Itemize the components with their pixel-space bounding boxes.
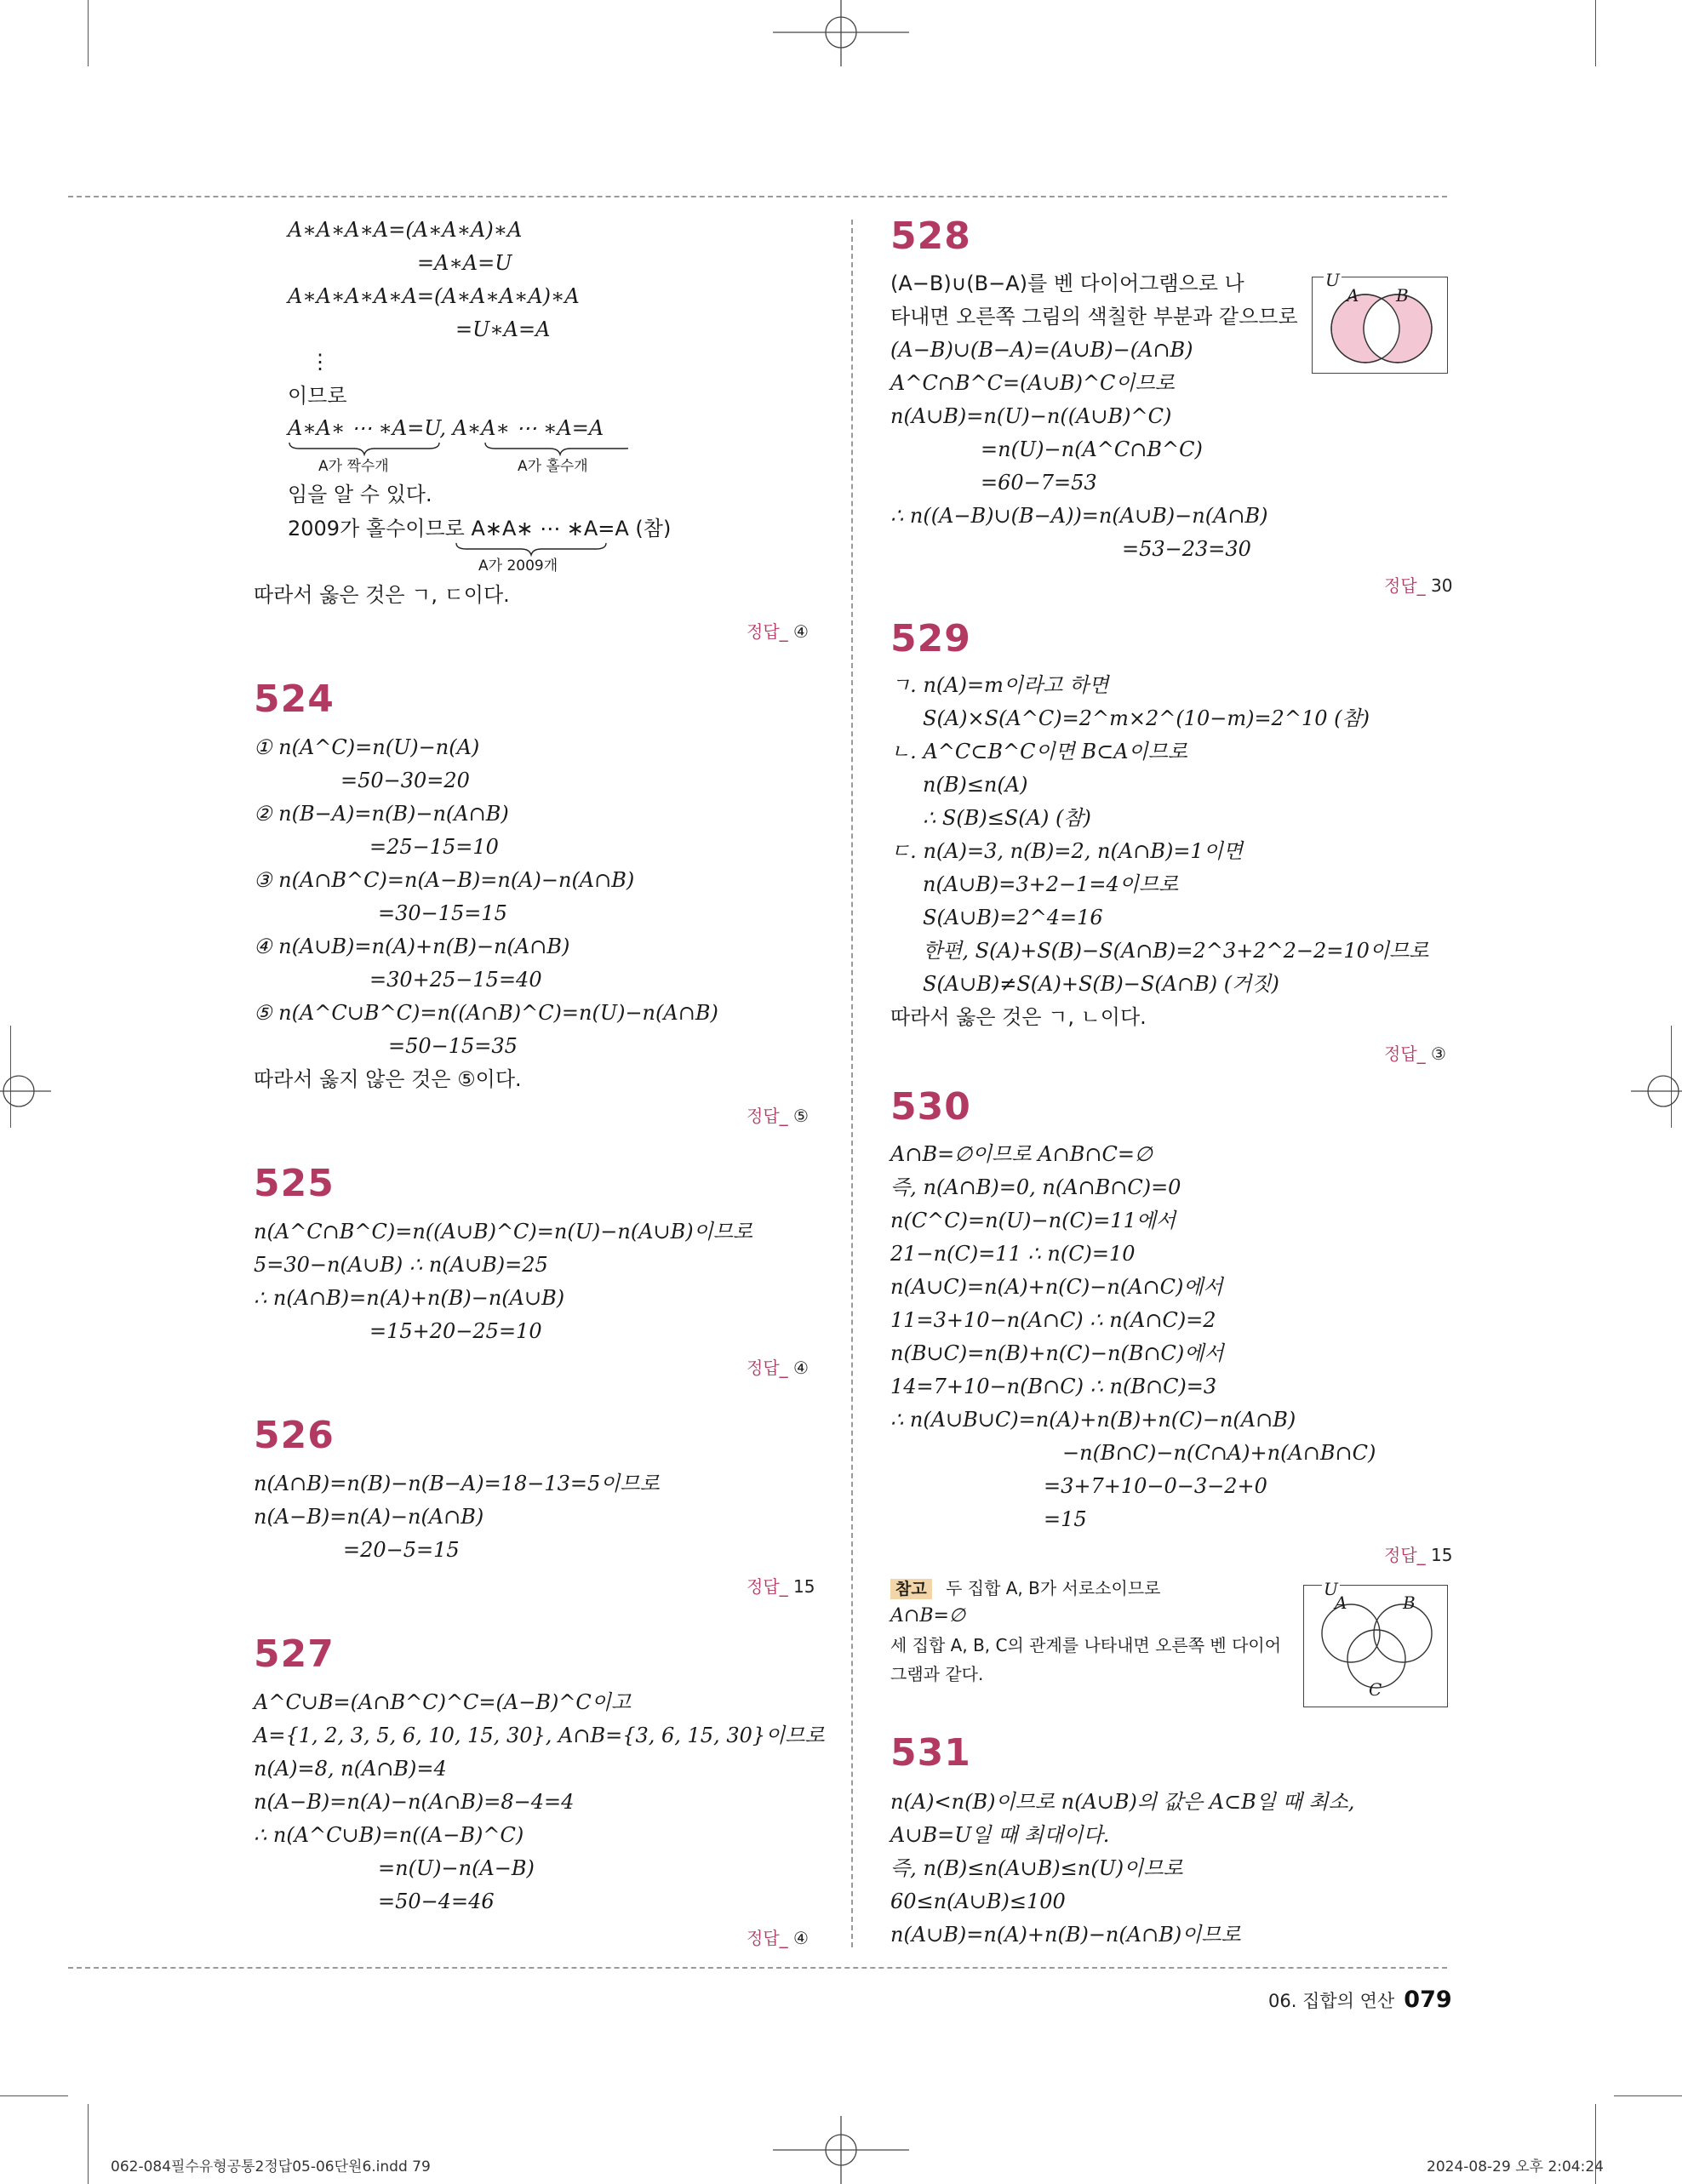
text-line: n(A∪C)=n(A)+n(C)−n(A∩C)에서 xyxy=(890,1275,1223,1299)
text-line: =n(U)−n(A^C∩B^C) xyxy=(981,437,1203,461)
text-line: ④ n(A∪B)=n(A)+n(B)−n(A∩B) xyxy=(254,935,570,958)
text-line: =50−15=35 xyxy=(388,1034,518,1058)
crop-mark xyxy=(1595,0,1596,66)
text-line: ∴ n(A^C∪B)=n((A−B)^C) xyxy=(254,1823,524,1847)
text-line: =30+25−15=40 xyxy=(369,968,542,992)
text-line: 한편, S(A)+S(B)−S(A∩B)=2^3+2^2−2=10이므로 xyxy=(923,939,1429,963)
text-line: A∗A∗A∗A=(A∗A∗A)∗A xyxy=(288,218,523,242)
text-line: n(B)≤n(A) xyxy=(923,773,1028,797)
page-number: 079 xyxy=(1404,1987,1452,2013)
text-line: A∩B=∅이므로 A∩B∩C=∅ xyxy=(890,1142,1153,1166)
answer: 정답_ ④ xyxy=(747,1358,809,1378)
text-line: =25−15=10 xyxy=(369,835,499,859)
text-line: 21−n(C)=11 ∴ n(C)=10 xyxy=(890,1242,1136,1266)
text-line: n(B∪C)=n(B)+n(C)−n(B∩C)에서 xyxy=(890,1341,1224,1365)
text-line: n(A∩B)=n(B)−n(B−A)=18−13=5이므로 xyxy=(254,1472,660,1495)
text-line: 5=30−n(A∪B) ∴ n(A∪B)=25 xyxy=(254,1253,548,1277)
text-line: A^C∪B=(A∩B^C)^C=(A−B)^C이고 xyxy=(254,1690,632,1714)
text-line: ② n(B−A)=n(B)−n(A∩B) xyxy=(254,802,509,826)
answer: 정답_ 30 xyxy=(1384,575,1453,596)
note-block xyxy=(890,1575,1160,1602)
text-line: A∪B=U일 때 최대이다. xyxy=(890,1823,1110,1847)
problem-number: 530 xyxy=(890,1085,971,1129)
answer: 정답_ ⑤ xyxy=(747,1106,809,1126)
venn-label-a: A xyxy=(1335,1592,1347,1613)
text-line: n(A∪B)=n(A)+n(B)−n(A∩B)이므로 xyxy=(890,1923,1241,1947)
text-line: A={1, 2, 3, 5, 6, 10, 15, 30}, A∩B={3, 6, 15, 30}이므로 xyxy=(254,1724,825,1747)
text-line: =n(U)−n(A−B) xyxy=(378,1856,535,1880)
text-line: 이므로 xyxy=(288,384,347,408)
answer: 정답_ 15 xyxy=(1384,1545,1453,1565)
problem-number: 529 xyxy=(890,617,971,660)
note-line: 그램과 같다. xyxy=(890,1664,984,1684)
page-footer xyxy=(1268,1987,1452,2013)
crop-mark xyxy=(88,2104,89,2184)
problem-number: 524 xyxy=(254,677,335,721)
text-line: n(A∪B)=n(U)−n((A∪B)^C) xyxy=(890,404,1172,428)
text-line: S(A)×S(A^C)=2^m×2^(10−m)=2^10 (참) xyxy=(923,706,1370,730)
print-file-info: 062-084필수유형공통2정답05-06단원6.indd 79 xyxy=(111,2158,431,2175)
print-timestamp: 2024-08-29 오후 2:04:24 xyxy=(1427,2158,1604,2175)
brace-label: A가 2009개 xyxy=(478,557,558,575)
answer: 정답_ ④ xyxy=(747,621,809,642)
text-line: =30−15=15 xyxy=(378,901,507,925)
text-line: A∗A∗ ⋯ ∗A=U, A∗A∗ ⋯ ∗A=A xyxy=(288,416,604,440)
text-line: =15 xyxy=(1044,1507,1087,1531)
problem-number: 527 xyxy=(254,1632,335,1676)
brace-label: A가 짝수개 xyxy=(318,458,389,475)
text-line: ⋮ xyxy=(310,350,330,374)
problem-number: 526 xyxy=(254,1414,335,1457)
venn-label-u: U xyxy=(1324,267,1342,293)
text-line: n(A)=8, n(A∩B)=4 xyxy=(254,1757,447,1781)
venn-label-b: B xyxy=(1403,1592,1416,1613)
crop-mark xyxy=(1614,2095,1682,2096)
note-tag: 참고 xyxy=(890,1579,932,1599)
registration-mark-top xyxy=(773,0,909,66)
text-line: ㄱ. n(A)=m이라고 하면 xyxy=(890,673,1109,697)
text-line: ㄷ. n(A)=3, n(B)=2, n(A∩B)=1이면 xyxy=(890,839,1244,863)
venn-label-a: A xyxy=(1347,285,1359,306)
text-line: n(A^C∩B^C)=n((A∪B)^C)=n(U)−n(A∪B)이므로 xyxy=(254,1220,753,1244)
text-line: 임을 알 수 있다. xyxy=(288,483,432,506)
text-line: 따라서 옳지 않은 것은 ⑤이다. xyxy=(254,1067,522,1091)
venn-label-b: B xyxy=(1396,285,1409,306)
problem-number: 525 xyxy=(254,1162,335,1205)
venn-label-c: C xyxy=(1369,1679,1382,1700)
text-line: 즉, n(A∩B)=0, n(A∩B∩C)=0 xyxy=(890,1175,1181,1199)
text-line: 따라서 옳은 것은 ㄱ, ㄴ이다. xyxy=(890,1005,1147,1029)
text-line: n(A−B)=n(A)−n(A∩B)=8−4=4 xyxy=(254,1790,575,1814)
text-line: 2009가 홀수이므로 A∗A∗ ⋯ ∗A=A (참) xyxy=(288,517,672,540)
registration-mark-right xyxy=(1631,1040,1682,1142)
text-line: ③ n(A∩B^C)=n(A−B)=n(A)−n(A∩B) xyxy=(254,868,635,892)
text-line: =50−30=20 xyxy=(340,769,470,792)
text-line: =53−23=30 xyxy=(1122,537,1251,561)
venn-label-u: U xyxy=(1322,1576,1340,1602)
bottom-dashed-rule xyxy=(68,1967,1447,1969)
text-line: =A∗A=U xyxy=(417,251,512,275)
text-line: 따라서 옳은 것은 ㄱ, ㄷ이다. xyxy=(254,583,510,607)
registration-mark-left xyxy=(0,1040,51,1142)
crop-mark xyxy=(0,2095,68,2096)
text-line: (A−B)∪(B−A)를 벤 다이어그램으로 나 xyxy=(890,272,1244,295)
text-line: n(A)<n(B)이므로 n(A∪B)의 값은 A⊂B일 때 최소, xyxy=(890,1790,1355,1814)
brace-label: A가 홀수개 xyxy=(518,458,588,475)
text-line: n(A−B)=n(A)−n(A∩B) xyxy=(254,1505,484,1529)
answer: 정답_ ③ xyxy=(1384,1043,1446,1064)
text-line: S(A∪B)=2^4=16 xyxy=(923,906,1103,929)
note-line: 두 집합 A, B가 서로소이므로 xyxy=(946,1578,1161,1598)
text-line: ∴ n((A−B)∪(B−A))=n(A∪B)−n(A∩B) xyxy=(890,504,1268,528)
text-line: =15+20−25=10 xyxy=(369,1319,542,1343)
text-line: A^C∩B^C=(A∪B)^C이므로 xyxy=(890,371,1175,395)
text-line: 14=7+10−n(B∩C) ∴ n(B∩C)=3 xyxy=(890,1375,1217,1398)
answer: 정답_ ④ xyxy=(747,1928,809,1948)
top-dashed-rule xyxy=(68,196,1447,197)
text-line: ∴ n(A∪B∪C)=n(A)+n(B)+n(C)−n(A∩B) xyxy=(890,1408,1296,1432)
text-line: ∴ n(A∩B)=n(A)+n(B)−n(A∪B) xyxy=(254,1286,565,1310)
column-divider xyxy=(851,220,853,1947)
text-line: =3+7+10−0−3−2+0 xyxy=(1044,1474,1267,1498)
text-line: =U∗A=A xyxy=(455,317,551,341)
text-line: =20−5=15 xyxy=(343,1538,460,1562)
crop-mark xyxy=(88,0,89,66)
text-line: ① n(A^C)=n(U)−n(A) xyxy=(254,735,480,759)
answer: 정답_ 15 xyxy=(747,1576,815,1597)
text-line: =50−4=46 xyxy=(378,1890,495,1913)
text-line: 타내면 오른쪽 그림의 색칠한 부분과 같으므로 xyxy=(890,305,1298,329)
text-line: A∗A∗A∗A∗A=(A∗A∗A∗A)∗A xyxy=(288,284,580,308)
problem-number: 531 xyxy=(890,1731,971,1775)
text-line: =60−7=53 xyxy=(981,471,1097,495)
registration-mark-bottom xyxy=(773,2116,909,2184)
text-line: (A−B)∪(B−A)=(A∪B)−(A∩B) xyxy=(890,338,1193,362)
text-line: 즉, n(B)≤n(A∪B)≤n(U)이므로 xyxy=(890,1856,1183,1880)
note-line: 세 집합 A, B, C의 관계를 나타내면 오른쪽 벤 다이어 xyxy=(890,1635,1282,1655)
note-line: A∩B=∅ xyxy=(890,1605,966,1627)
problem-number: 528 xyxy=(890,214,971,258)
text-line: ⑤ n(A^C∪B^C)=n((A∩B)^C)=n(U)−n(A∩B) xyxy=(254,1001,718,1025)
chapter-title: 06. 집합의 연산 xyxy=(1268,1991,1395,2011)
text-line: n(A∪B)=3+2−1=4이므로 xyxy=(923,872,1179,896)
text-line: 60≤n(A∪B)≤100 xyxy=(890,1890,1066,1913)
text-line: S(A∪B)≠S(A)+S(B)−S(A∩B) (거짓) xyxy=(923,972,1279,996)
text-line: ∴ S(B)≤S(A) (참) xyxy=(923,806,1091,830)
text-line: n(C^C)=n(U)−n(C)=11에서 xyxy=(890,1209,1176,1232)
text-line: −n(B∩C)−n(C∩A)+n(A∩B∩C) xyxy=(1062,1441,1376,1465)
text-line: ㄴ. A^C⊂B^C이면 B⊂A이므로 xyxy=(890,740,1188,763)
text-line: 11=3+10−n(A∩C) ∴ n(A∩C)=2 xyxy=(890,1308,1216,1332)
